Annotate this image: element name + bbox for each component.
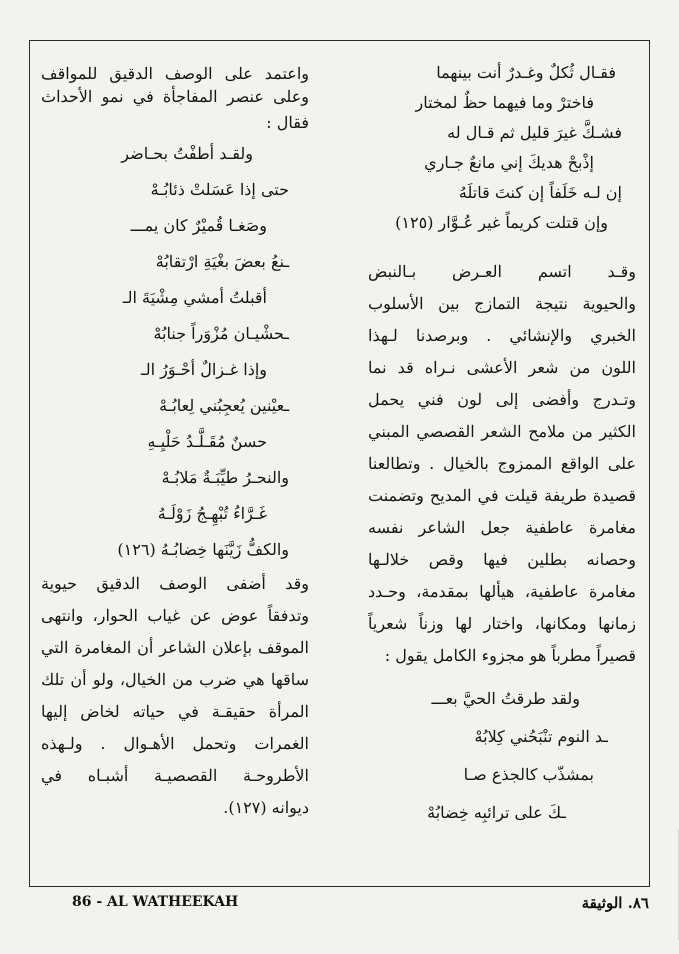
verse-line: إذْبحْ هديكَ إني مانعٌ جـاري [424,153,594,172]
paragraph-line: والحيوية نتيجة التمازج بين الأسلوب [368,294,636,313]
opening-verses [368,58,636,238]
body-paragraph [368,256,636,672]
verse-line: والنحـرُ طيِّبَـةٌ مَلابُـهْ [161,468,289,487]
verse-line: حسنٌ مُقَـلَّـدُ حَلْيِـهِ [147,432,267,451]
paragraph-line: وعلى عنصر المفاجأة في نمو الأحداث [41,87,309,106]
paragraph-line: الخبري والإنشائي . وبرصدنا لـهذا [368,326,636,345]
verse-line: أقبلتُ أمشي مِشْيَةَ الـ [122,288,267,307]
paragraph-line: وتدفقاً عوض عن غياب الحوار، وانتهى [41,606,309,625]
paragraph-line: زمانها ومكانها، واختار لها وزناً شعرياً [368,614,636,633]
paragraph-line: وتـدرج وأفضى إلى لون فني يحمل [368,390,636,409]
verse-line: ـنعُ بعضَ بغْيَةِ ارْتقابُهْ [155,252,289,271]
paragraph-line: مغامرة عاطفية، هيألها بمقدمة، وحـدد [368,582,636,601]
verse-line: وإذا غـزالٌ أحْـوَرُ الـ [141,360,267,379]
paragraph-line: الموقف بإعلان الشاعر أن المغامرة التي [41,638,309,657]
verse-line: ولقد طرقتُ الحيَّ بعـــ [431,689,580,708]
paragraph-line: واعتمد على الوصف الدقيق للمواقف [41,64,309,83]
closing-paragraph [41,568,309,824]
paragraph-line: قصيراً مطرباً هو مجزوء الكامل يقول : [384,646,636,665]
closing-verses [368,680,636,832]
footer-page-label-arabic: ٨٦. الوثيقة [581,894,649,912]
verse-line: إن لـه خَلَفاً إن كنتَ قاتلَهُ [458,183,622,202]
paragraph-line: وقـد اتسم العـرض بـالنبض [368,262,636,281]
paragraph-line: الأطروحـة القصصيـة أشبـاه في [41,766,309,785]
verse-line: ـد النوم تنْبَحُني كِلابُهْ [474,727,608,746]
left-column [41,58,309,824]
verse-line: ـعيْنين يُعجِبُني لِعابُـهْ [159,396,289,415]
verse-line: ـحشْيـان مُزْوَراً جنابُهْ [153,324,289,343]
verse-line: ولقـد أطفْتُ بحـاضر [121,144,253,163]
paragraph-line: على الواقع الممزوج بالخيال . وتطالعنا [368,454,636,473]
paragraph-line: ساقها هي ضرب من الخيال، ولو أن تلك [41,670,309,689]
paragraph-line: قصيدة طريفة قيلت في المديح وتضمنت [368,486,636,505]
paragraph-line: مغامرة عاطفية جعل الشاعر نفسه [368,518,636,537]
verse-line: وإن قتلت كريماً غير عُـوَّار (١٢٥) [395,213,608,232]
poem-verses [41,136,309,568]
verse-line: فقـال ثُكلٌ وغـدرٌ أنت بينهما [436,63,616,82]
verse-line: فشـكَّ غيرَ قليل ثم قـال له [447,123,622,142]
verse-line: والكفُّ زَيَّنَها خِضابُـهُ (١٢٦) [117,540,289,559]
verse-line: غَـرَّاءُ تُبْهِـجُ زَوْلَـهُ [157,504,267,523]
intro-paragraph [41,58,309,136]
verse-line: حتى إذا عَسَلتْ ذئابُـهْ [150,180,289,199]
paragraph-line: الكثير من ملامح الشعر القصصي المبني [368,422,636,441]
footer-page-label-latin: 86 - AL WATHEEKAH [72,894,239,910]
verse-line: فاخترْ وما فيهما حظٌ لمختار [415,93,594,112]
verse-line: بمشذّب كالجذع صـا [463,765,594,784]
paragraph-line: المرأة حقيقـة في حياته لخاض إليها [41,702,309,721]
paragraph-line: فقال : [266,113,309,132]
verse-line: وصَغـا قُميْرٌ كان يمـــ [130,216,267,235]
paragraph-line: الغمرات وتحمل الأهـوال . ولـهذه [41,734,309,753]
verse-line: ـكَ على ترائبِه خِضابُهْ [427,803,566,822]
paragraph-line: ديوانه (١٢٧). [223,798,309,817]
paragraph-line: وحصانه بطلين فيها وقص خلالـها [368,550,636,569]
paragraph-line: اللون من شعر الأعشى نـراه قد نما [368,358,636,377]
paragraph-line: وقد أضفى الوصف الدقيق حيوية [41,574,309,593]
right-column [368,58,636,832]
